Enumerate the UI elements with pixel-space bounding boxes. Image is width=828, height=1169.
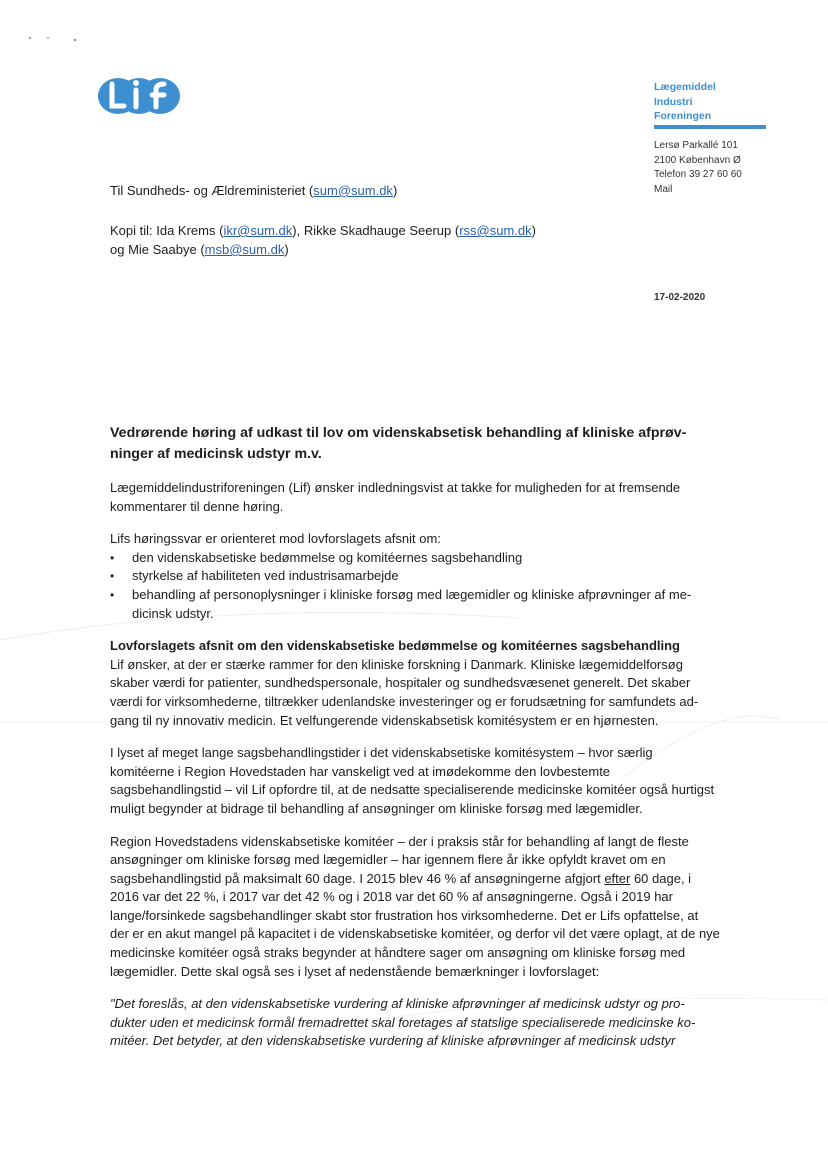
list-item: • behandling af personoplysninger i kliniske forsøg med lægemidler og kliniske afprøvninger af me-dicinsk udstyr. [110, 586, 720, 623]
paragraph-3-text: 60 dage, i 2016 var det 22 %, i 2017 var det 42 % og i 2018 var det 60 % af ansøgningerne. Også i 2019 har lange/forsinkede sagsbehandlinger skabt stor frustration hos virksomhederne. Det er Lifs opfattelse, at der er en akut mangel på kapacitet i de videnskabsetiske komitéer, og derfor vil det være oplagt, at de nye medicinske komitéer også straks begynder at håndtere sager om ansøgning om kliniske forsøg med lægemidler. Dette skal også ses i lyset af nedenstående bemærkninger i lovforslaget: [110, 870, 720, 979]
recipient-text: Til Sundheds- og Ældreministeriet ( [110, 183, 314, 198]
email-link-rss[interactable]: rss@sum.dk [459, 223, 532, 238]
cc-text: og Mie Saabye ( [110, 242, 205, 257]
paragraph-2: I lyset af meget lange sagsbehandlingstider i det videnskabsetiske komitésystem – hvor særlig komitéerne i Region Hovedstaden har vanskeligt ved at imødekomme den lovbestemte sagsbehandlingstid – vil Lif opfordre til, at de nedsatte specialiserende medicinske komitéer også hurtigst muligt begynder at bidrage til behandling af ansøgninger om kliniske forsøg med lægemidler. [110, 745, 715, 816]
email-link-msb[interactable]: msb@sum.dk [204, 242, 285, 257]
paragraph-3-text: Region Hovedstadens videnskabsetiske komitéer – der i praksis står for behandling af langt de fleste ansøgninger om kliniske forsøg med lægemidler – har igennem flere år ikke opfyldt kravet om en sagsbehandlingstid på maksimalt 60 dage. I 2015 blev 46 % af ansøgningerne afgjort [110, 833, 689, 886]
recipient-line [110, 183, 397, 198]
org-name [654, 80, 716, 124]
section-paragraph: Lif ønsker, at der er stærke rammer for den kliniske forskning i Danmark. Kliniske lægemiddelforsøg skaber værdi for patienter, sundhedspersonale, hospitaler og sundhedsvæsenet generelt. Det skaber værdi for virksomhederne, tiltrækker udenlandske investeringer og er forudsætning for samfundets ad-gang til ny innovativ medicin. Et velfungerende videnskabsetisk komitésystem er en hjørnesten. [110, 656, 699, 728]
address-line: Lersø Parkallé 101 [654, 140, 738, 151]
paragraph-3 [110, 833, 720, 982]
quote-paragraph: "Det foreslås, at den videnskabsetiske vurdering af kliniske afprøvninger af medicinsk udstyr og pro-dukter uden et medicinsk formål fremadrettet skal foretages af statslige specialiserede medicinske ko-mitéer. Det betyder, at den videnskabsetiske vurdering af kliniske afprøvninger af medicinsk udstyr [110, 996, 696, 1049]
cc-text: ), Rikke Skadhauge Seerup ( [292, 223, 460, 238]
address-block [654, 139, 742, 197]
letter-body [110, 423, 720, 1065]
list-intro: Lifs høringssvar er orienteret mod lovforslagets afsnit om: [110, 531, 441, 547]
email-link-ikr[interactable]: ikr@sum.dk [223, 223, 293, 238]
topic-list [110, 549, 720, 623]
org-line: Industri [654, 95, 693, 108]
org-line: Lægemiddel [654, 81, 716, 93]
list-item: • styrkelse af habiliteten ved industrisamarbejde [110, 567, 720, 586]
intro-paragraph: Lægemiddelindustriforeningen (Lif) ønsker indledningsvist at takke for muligheden for at fremsende kommentarer til denne høring. [110, 480, 681, 514]
list-item: • den videnskabsetiske bedømmelse og komitéernes sagsbehandling [110, 549, 720, 568]
email-link-sum[interactable]: sum@sum.dk [313, 183, 393, 198]
lif-logo [98, 76, 180, 116]
recipient-text: ) [392, 183, 398, 198]
section-heading: Lovforslagets afsnit om den videnskabsetiske bedømmelse og komitéernes sagsbehandling [110, 638, 681, 654]
org-underline [654, 125, 766, 129]
address-line: Telefon 39 27 60 60 [654, 169, 742, 180]
document-date: 17-02-2020 [654, 292, 706, 303]
cc-line-1 [110, 221, 536, 240]
underlined-word: efter [604, 870, 631, 886]
org-line: Foreningen [654, 110, 712, 122]
cc-text: ) [531, 223, 536, 238]
cc-text: Kopi til: Ida Krems ( [110, 223, 224, 238]
cc-text: ) [284, 242, 289, 257]
cc-block [110, 221, 536, 259]
cc-line-2 [110, 240, 536, 259]
address-line: 2100 København Ø [654, 154, 741, 166]
address-line: Mail [654, 183, 673, 195]
letter-title: Vedrørende høring af udkast til lov om videnskabsetisk behandling af kliniske afprøv-ninger af medicinsk udstyr m.v. [110, 425, 687, 462]
